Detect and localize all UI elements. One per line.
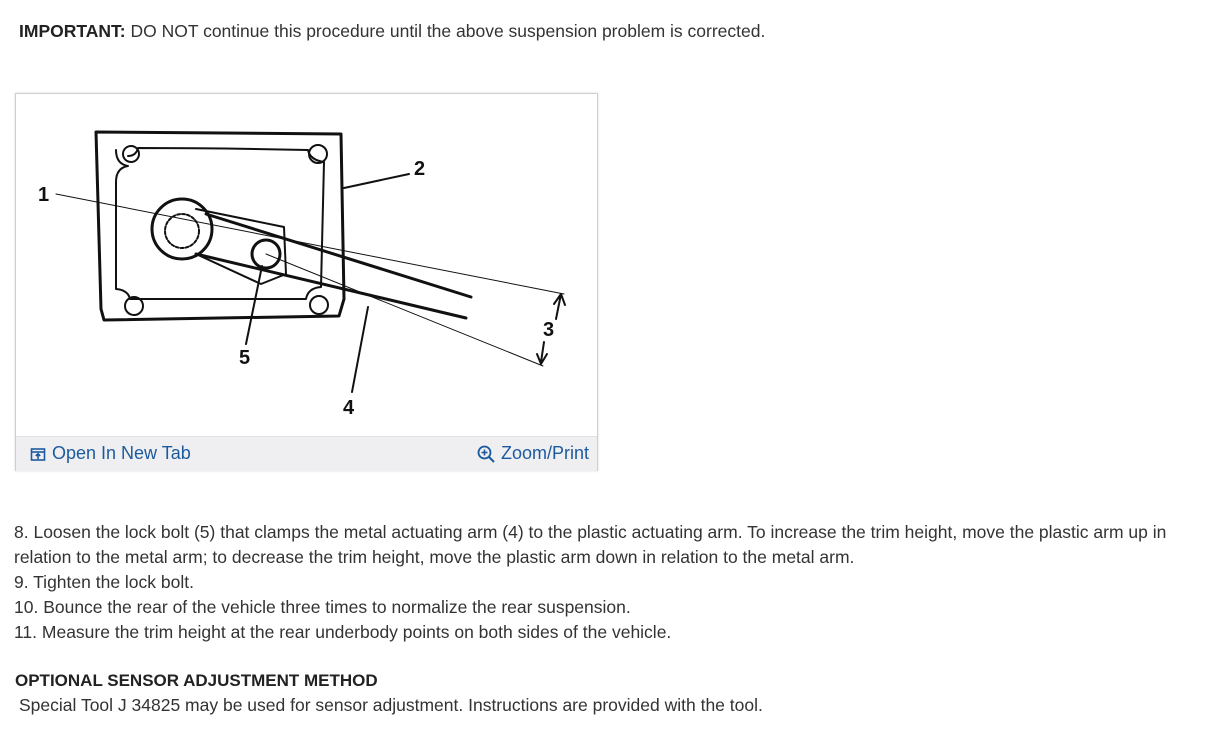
callout-5: 5 xyxy=(239,347,251,369)
leader-4 xyxy=(352,307,368,392)
dimension-3-arrow-bottom xyxy=(537,342,547,364)
step-9: 9. Tighten the lock bolt. xyxy=(14,572,194,592)
open-in-new-tab-label: Open In New Tab xyxy=(52,443,191,463)
step-10: 10. Bounce the rear of the vehicle three times to normalize the rear suspension. xyxy=(14,597,631,617)
callout-1: 1 xyxy=(38,184,50,206)
procedure-steps xyxy=(14,520,1214,645)
zoom-print-link[interactable] xyxy=(477,443,589,464)
important-note xyxy=(19,21,765,42)
important-text: DO NOT continue this procedure until the above suspension problem is corrected. xyxy=(125,21,766,41)
section-body: Special Tool J 34825 may be used for sensor adjustment. Instructions are provided with the tool. xyxy=(19,695,763,715)
open-in-new-tab-link[interactable] xyxy=(30,443,191,464)
dimension-3-arrow-top xyxy=(554,294,565,319)
section-title: OPTIONAL SENSOR ADJUSTMENT METHOD xyxy=(15,671,378,690)
callout-3: 3 xyxy=(543,319,555,341)
open-new-tab-icon xyxy=(30,446,46,462)
ref-line-upper xyxy=(56,194,564,294)
figure-container xyxy=(15,93,598,471)
important-label: IMPORTANT: xyxy=(19,21,126,41)
zoom-print-label: Zoom/Print xyxy=(500,443,589,463)
zoom-in-icon xyxy=(477,445,495,463)
step-8: 8. Loosen the lock bolt (5) that clamps the metal actuating arm (4) to the plastic actuating arm. To increase the trim height, move the plastic arm up in relation to the metal arm; to decrease the trim height, move the plastic arm down in relation to the metal arm. xyxy=(14,522,1167,567)
callout-4: 4 xyxy=(343,397,355,419)
ref-line-lower xyxy=(266,254,543,366)
sensor-shaft-outer xyxy=(152,199,212,259)
figure-toolbar xyxy=(16,436,597,471)
callout-2: 2 xyxy=(414,158,426,180)
step-11: 11. Measure the trim height at the rear underbody points on both sides of the vehicle. xyxy=(14,622,672,642)
mount-hole-top-left xyxy=(123,146,139,162)
leader-2 xyxy=(344,174,409,188)
mount-hole-bottom-right xyxy=(310,296,328,314)
sensor-diagram xyxy=(16,94,597,436)
metal-arm-lower xyxy=(196,254,466,318)
metal-arm xyxy=(206,214,471,297)
